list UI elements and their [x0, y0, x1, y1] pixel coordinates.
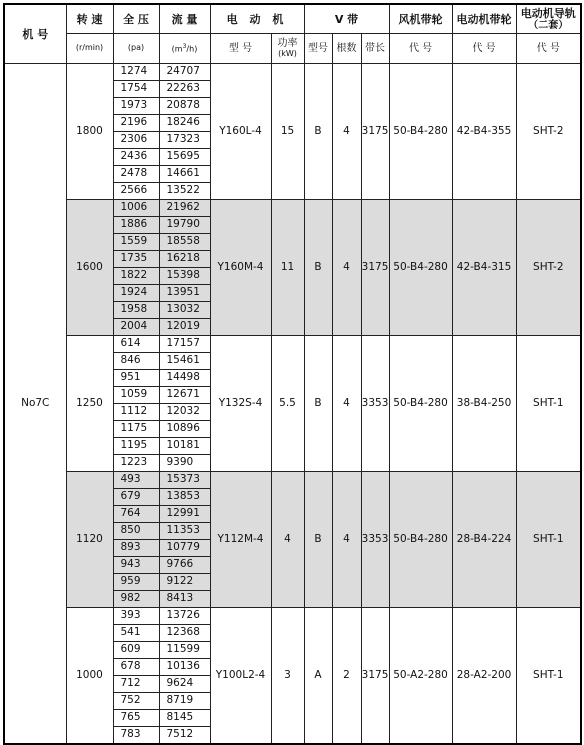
fan-spec-table — [3, 3, 582, 745]
pressure-cell: 493 — [113, 471, 159, 488]
pressure-cell: 541 — [113, 624, 159, 641]
belt-count-cell: 2 — [332, 607, 361, 744]
pressure-cell: 2306 — [113, 131, 159, 148]
flow-cell: 12671 — [159, 386, 210, 403]
motor-power-cell: 11 — [271, 199, 304, 335]
table-body — [4, 63, 581, 744]
belt-length-cell: 3353 — [361, 471, 389, 607]
fan-pulley-cell: 50-B4-280 — [389, 471, 452, 607]
rail-cell: SHT-1 — [516, 607, 581, 744]
header-flow-unit: $(m^3/h)$ — [159, 33, 210, 63]
header-speed-unit: (r/min) — [66, 33, 113, 63]
motor-power-cell: 15 — [271, 63, 304, 199]
header-model: 机 号 — [4, 4, 66, 63]
speed-cell: 1800 — [66, 63, 113, 199]
pressure-cell: 1059 — [113, 386, 159, 403]
flow-cell: 22263 — [159, 80, 210, 97]
flow-cell: 13522 — [159, 182, 210, 199]
flow-cell: 18558 — [159, 233, 210, 250]
header-vbelt: V 带 — [304, 4, 389, 33]
pressure-cell: 2566 — [113, 182, 159, 199]
rail-cell: SHT-1 — [516, 335, 581, 471]
belt-count-cell: 4 — [332, 471, 361, 607]
motor-type-cell: Y160M-4 — [210, 199, 271, 335]
belt-length-cell: 3175 — [361, 199, 389, 335]
pressure-cell: 765 — [113, 709, 159, 726]
flow-cell: 9390 — [159, 454, 210, 471]
fan-pulley-cell: 50-B4-280 — [389, 199, 452, 335]
pressure-cell: 614 — [113, 335, 159, 352]
pressure-cell: 1175 — [113, 420, 159, 437]
pressure-cell: 1559 — [113, 233, 159, 250]
belt-length-cell: 3353 — [361, 335, 389, 471]
header-motor-power-label: 功率 — [277, 37, 298, 49]
table-row — [4, 607, 581, 624]
flow-cell: 15461 — [159, 352, 210, 369]
header-motor-pulley: 电动机带轮 — [452, 4, 516, 33]
flow-cell: 17157 — [159, 335, 210, 352]
pressure-cell: 1274 — [113, 63, 159, 80]
fan-pulley-cell: 50-A2-280 — [389, 607, 452, 744]
header-fan-pulley: 风机带轮 — [389, 4, 452, 33]
header-speed: 转 速 — [66, 4, 113, 33]
flow-cell: 12019 — [159, 318, 210, 335]
belt-count-cell: 4 — [332, 63, 361, 199]
flow-cell: 11599 — [159, 641, 210, 658]
pressure-cell: 678 — [113, 658, 159, 675]
flow-cell: 15373 — [159, 471, 210, 488]
flow-cell: 9766 — [159, 556, 210, 573]
pressure-cell: 982 — [113, 590, 159, 607]
flow-cell: 9624 — [159, 675, 210, 692]
speed-cell: 1120 — [66, 471, 113, 607]
pressure-cell: 2436 — [113, 148, 159, 165]
flow-cell: 11353 — [159, 522, 210, 539]
fan-pulley-cell: 50-B4-280 — [389, 335, 452, 471]
flow-cell: 9122 — [159, 573, 210, 590]
belt-count-cell: 4 — [332, 335, 361, 471]
motor-pulley-cell: 28-A2-200 — [452, 607, 516, 744]
header-vbelt-count: 根数 — [332, 33, 361, 63]
pressure-cell: 1886 — [113, 216, 159, 233]
flow-cell: 10181 — [159, 437, 210, 454]
flow-cell: 8145 — [159, 709, 210, 726]
pressure-cell: 1195 — [113, 437, 159, 454]
table-row — [4, 63, 581, 80]
header-motor-power-unit: (kW) — [278, 48, 297, 58]
pressure-cell: 679 — [113, 488, 159, 505]
header-pressure-unit: (pa) — [113, 33, 159, 63]
pressure-cell: 783 — [113, 726, 159, 744]
motor-pulley-cell: 38-B4-250 — [452, 335, 516, 471]
belt-length-cell: 3175 — [361, 63, 389, 199]
belt-type-cell: B — [304, 199, 332, 335]
flow-cell: 13726 — [159, 607, 210, 624]
flow-cell: 8719 — [159, 692, 210, 709]
rail-cell: SHT-2 — [516, 199, 581, 335]
header-flow: 流 量 — [159, 4, 210, 33]
belt-type-cell: B — [304, 335, 332, 471]
pressure-cell: 1924 — [113, 284, 159, 301]
flow-cell: 13951 — [159, 284, 210, 301]
header-motor: 电 动 机 — [210, 4, 304, 33]
header-rail-sub: （二套） — [528, 19, 569, 31]
pressure-cell: 1754 — [113, 80, 159, 97]
flow-cell: 13853 — [159, 488, 210, 505]
pressure-cell: 893 — [113, 539, 159, 556]
flow-cell: 15398 — [159, 267, 210, 284]
pressure-cell: 393 — [113, 607, 159, 624]
flow-cell: 24707 — [159, 63, 210, 80]
header-rail-code: 代 号 — [516, 33, 581, 63]
motor-power-cell: 4 — [271, 471, 304, 607]
flow-cell: 20878 — [159, 97, 210, 114]
flow-cell: 8413 — [159, 590, 210, 607]
flow-cell: 16218 — [159, 250, 210, 267]
flow-cell: 21962 — [159, 199, 210, 216]
pressure-cell: 959 — [113, 573, 159, 590]
pressure-cell: 1223 — [113, 454, 159, 471]
motor-pulley-cell: 42-B4-315 — [452, 199, 516, 335]
pressure-cell: 609 — [113, 641, 159, 658]
flow-cell: 13032 — [159, 301, 210, 318]
pressure-cell: 1958 — [113, 301, 159, 318]
flow-cell: 12991 — [159, 505, 210, 522]
flow-cell: 15695 — [159, 148, 210, 165]
motor-type-cell: Y160L-4 — [210, 63, 271, 199]
header-motor-power — [271, 33, 304, 63]
pressure-cell: 850 — [113, 522, 159, 539]
flow-cell: 12368 — [159, 624, 210, 641]
belt-type-cell: A — [304, 607, 332, 744]
pressure-cell: 1006 — [113, 199, 159, 216]
motor-power-cell: 3 — [271, 607, 304, 744]
fan-pulley-cell: 50-B4-280 — [389, 63, 452, 199]
speed-cell: 1000 — [66, 607, 113, 744]
flow-cell: 12032 — [159, 403, 210, 420]
pressure-cell: 764 — [113, 505, 159, 522]
pressure-cell: 2478 — [113, 165, 159, 182]
model-number-cell: No7C — [4, 63, 66, 744]
flow-cell: 18246 — [159, 114, 210, 131]
header-fan-pulley-code: 代 号 — [389, 33, 452, 63]
flow-cell: 14498 — [159, 369, 210, 386]
header-pressure: 全 压 — [113, 4, 159, 33]
rail-cell: SHT-1 — [516, 471, 581, 607]
rail-cell: SHT-2 — [516, 63, 581, 199]
speed-cell: 1250 — [66, 335, 113, 471]
spec-sheet — [3, 3, 580, 740]
motor-type-cell: Y132S-4 — [210, 335, 271, 471]
table-row — [4, 335, 581, 352]
flow-cell: 17323 — [159, 131, 210, 148]
pressure-cell: 712 — [113, 675, 159, 692]
motor-type-cell: Y112M-4 — [210, 471, 271, 607]
pressure-cell: 1735 — [113, 250, 159, 267]
pressure-cell: 2196 — [113, 114, 159, 131]
flow-cell: 14661 — [159, 165, 210, 182]
pressure-cell: 1822 — [113, 267, 159, 284]
table-row — [4, 199, 581, 216]
pressure-cell: 752 — [113, 692, 159, 709]
header-motor-pulley-code: 代 号 — [452, 33, 516, 63]
flow-cell: 10136 — [159, 658, 210, 675]
belt-type-cell: B — [304, 471, 332, 607]
table-row — [4, 471, 581, 488]
flow-cell: 10779 — [159, 539, 210, 556]
header-vbelt-type: 型号 — [304, 33, 332, 63]
motor-pulley-cell: 42-B4-355 — [452, 63, 516, 199]
speed-cell: 1600 — [66, 199, 113, 335]
flow-cell: 7512 — [159, 726, 210, 744]
pressure-cell: 1112 — [113, 403, 159, 420]
pressure-cell: 2004 — [113, 318, 159, 335]
motor-power-cell: 5.5 — [271, 335, 304, 471]
header-vbelt-length: 带长 — [361, 33, 389, 63]
pressure-cell: 943 — [113, 556, 159, 573]
belt-length-cell: 3175 — [361, 607, 389, 744]
pressure-cell: 1973 — [113, 97, 159, 114]
flow-cell: 19790 — [159, 216, 210, 233]
motor-type-cell: Y100L2-4 — [210, 607, 271, 744]
pressure-cell: 846 — [113, 352, 159, 369]
belt-count-cell: 4 — [332, 199, 361, 335]
motor-pulley-cell: 28-B4-224 — [452, 471, 516, 607]
belt-type-cell: B — [304, 63, 332, 199]
header-rail-title: 电动机导轨 — [520, 6, 576, 20]
flow-cell: 10896 — [159, 420, 210, 437]
header-rail — [516, 4, 581, 33]
pressure-cell: 951 — [113, 369, 159, 386]
header-motor-type: 型 号 — [210, 33, 271, 63]
